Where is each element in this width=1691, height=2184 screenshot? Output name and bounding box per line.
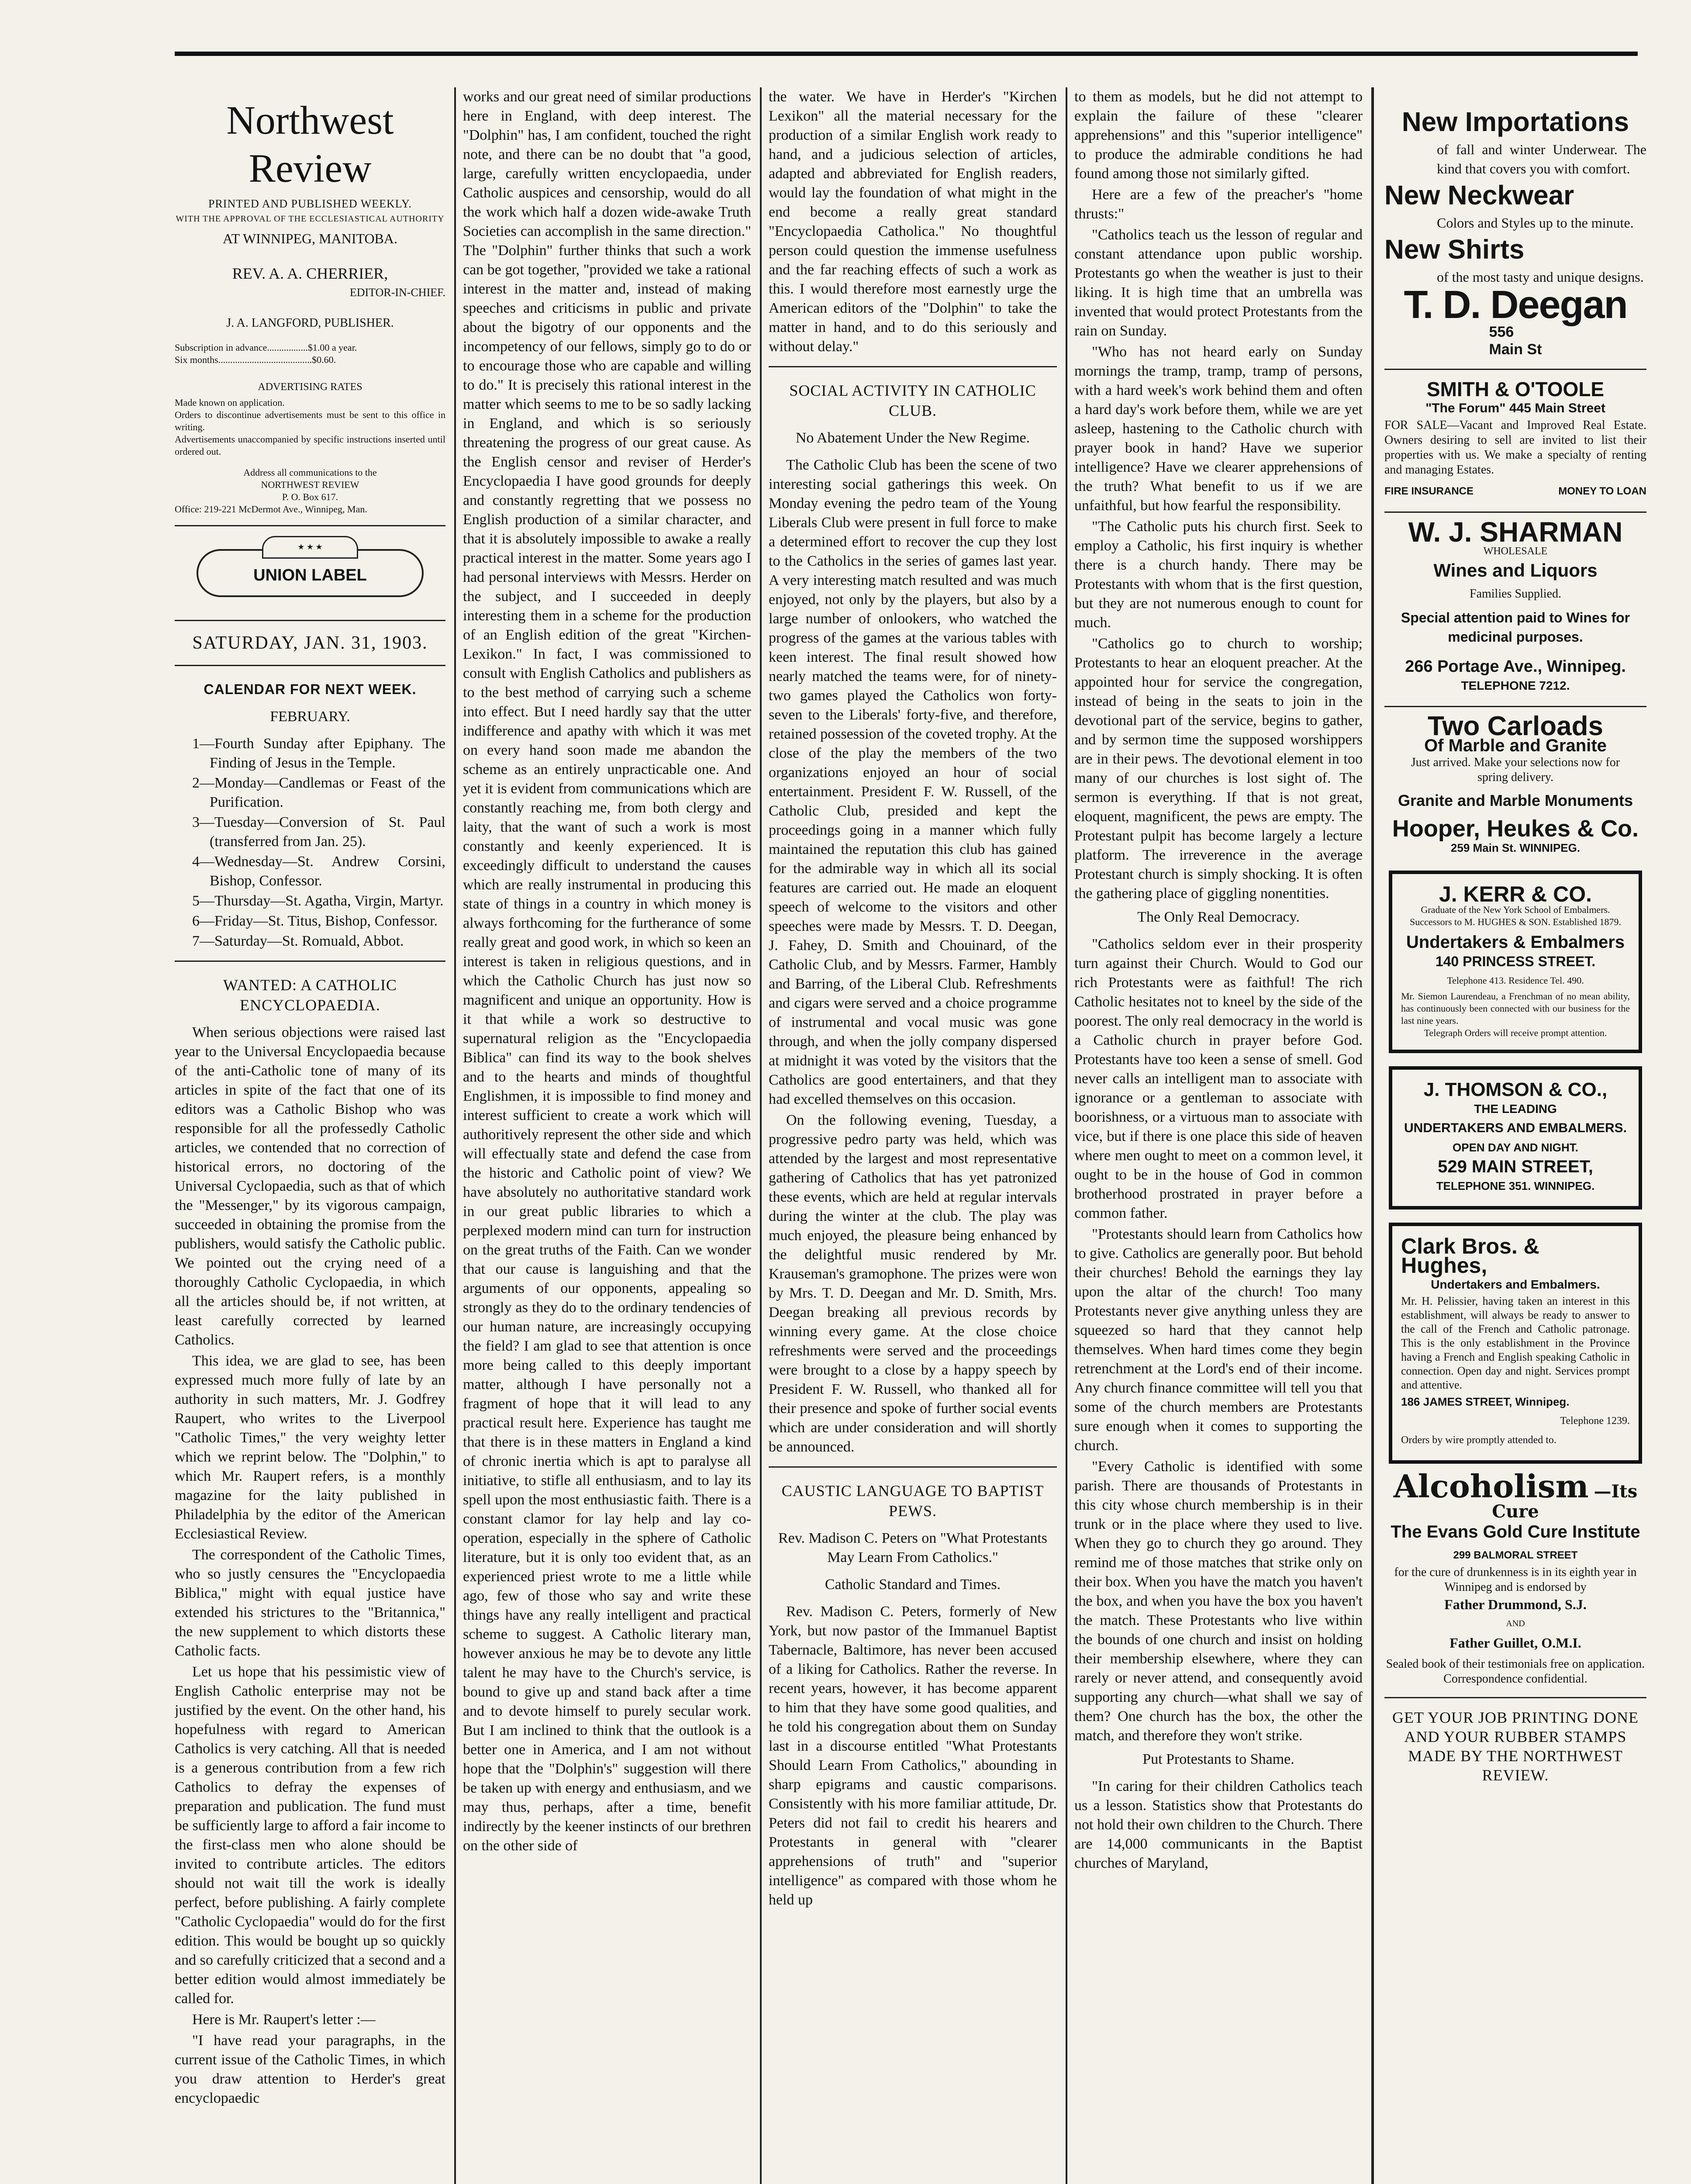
masthead-place: AT WINNIPEG, MANITOBA. [223,231,397,246]
calendar-month: FEBRUARY. [270,708,350,725]
editor-role: EDITOR-IN-CHIEF. [349,286,445,299]
address-1: Address all communications to the [243,467,377,478]
ad-heading: New Neckwear [1384,180,1574,211]
article-subhead-social: No Abatement Under the New Regime. [795,430,1030,446]
ad-heading-suffix: —Its Cure [1492,1481,1638,1522]
ad-text: Telegraph Orders will receive prompt attention. [1424,1027,1607,1038]
article-paragraph: the water. We have in Herder's "Kirchen Lexikon" all the material necessary for the production of a similar English work ready to hand, and a judicious selection of articles, adapted and abbreviated for English readers, would lay the foundation of what might in the end become a really great standard "Encyclopaedia Catholica." No thoughtful person could question the immense usefulness and the far reaching effects of such a work as this. I would therefore most earnestly urge the American editors of the "Dolphin" to take the matter in hand, and to do this seriously and without delay." [769,89,1057,355]
divider [1384,369,1646,370]
article-paragraph: Here is Mr. Raupert's letter :— [192,2011,376,2028]
ad-subheading: Undertakers & Embalmers [1406,933,1625,952]
ad-text: Sealed book of their testimonials free on application. Correspondence confidential. [1386,1657,1645,1686]
deegan-name: T. D. Deegan [1404,283,1627,327]
ad-address: 529 MAIN STREET, [1438,1157,1593,1176]
article-heading-encyclopaedia: WANTED: A CATHOLIC ENCYCLOPAEDIA. [223,976,397,1014]
ad-heading: W. J. SHARMAN [1408,516,1623,548]
article-paragraph: "Who has not heard early on Sunday mornings the tramp, tramp, tramp of persons, with a hard week's work behind them and often a hard day's work before them, while we are yet asleep, hastening to the Catholic church with prayer book in hand? Have we superior intelligence? Have we clearer apprehensions of the truth? What benefit to us if we are unfaithful, but how fearful the responsibility. [1074,344,1363,514]
calendar-item: 1—Fourth Sunday after Epiphany. The Finding of Jesus in the Temple. [192,736,445,771]
ad-address: 259 Main St. WINNIPEG. [1450,841,1581,854]
divider [1384,706,1646,707]
deegan-sign [1384,283,1646,358]
ad-text: Granite and Marble Monuments [1398,791,1633,809]
ad-text: Successors to M. HUGHES & SON. Established 1879. [1410,916,1621,927]
publisher-line: J. A. LANGFORD, PUBLISHER. [226,316,394,330]
column-1 [175,87,445,2184]
rates-2: Orders to discontinue advertisements must be sent to this office in writing. [175,409,445,432]
calendar-item: 3—Tuesday—Conversion of St. Paul (transferred from Jan. 25). [192,814,445,850]
deegan-street: Main St [1489,341,1542,358]
column-rule [1066,87,1067,2184]
ad-deegan [1384,105,1646,358]
article-subhead: The Only Real Democracy. [1137,909,1300,925]
rates-1: Made known on application. [175,397,285,408]
rates-3: Advertisements unaccompanied by specific instructions inserted until ordered out. [175,434,445,457]
article-paragraph: Rev. Madison C. Peters, formerly of New York, but now pastor of the Immanuel Baptist Tabernacle, Baltimore, has never been accused of a liking for Catholics. Rather the reverse. In recent years, however, it has become apparent to him that they have some good qualities, and he told his congregation about them on Sunday last in a discourse entitled "What Protestants Should Learn From Catholics," abounding in sharp epigrams and caustic comparisons. Consistently with his more familiar attitude, Dr. Peters did not fail to credit his hearers and Protestants in general with "clearer apprehensions of truth" and "superior intelligence" as compared with those whom he held up [769,1603,1057,1908]
divider [1384,511,1646,513]
ad-address: 186 JAMES STREET, Winnipeg. [1401,1395,1570,1408]
article-paragraph: "The Catholic puts his church first. Seek to employ a Catholic, his first inquiry is whether there is a church handy. There may be Protestants with whom that is the first question, but they are not numerous enough to count for much. [1074,518,1363,631]
ad-text: Special attention paid to Wines for medicinal purposes. [1401,610,1630,645]
article-paragraph: On the following evening, Tuesday, a progressive pedro party was held, which was attended by the largest and most representative gathering of Catholics that has yet patronized these events, which are held at regular intervals during the winter at the club. The play was much enjoyed, the pleasure being enhanced by the delightful music rendered by Mr. Krauseman's gramophone. The prizes were won by Mrs. T. D. Deegan and Mr. D. Smith, Mrs. Deegan breaking all previous records by winning every game. At the close choice refreshments were served and the proceedings were brought to a close by a happy speech by President F. W. Russell, who thanked all for their presence and spoke of further social events which are under consideration and will shortly be announced. [769,1112,1057,1455]
ad-phone: TELEPHONE 351. WINNIPEG. [1436,1179,1595,1192]
ad-text: of fall and winter Underwear. The kind that covers you with comfort. [1437,142,1646,176]
ad-address: 266 Portage Ave., Winnipeg. [1405,657,1626,676]
ad-subheading: "The Forum" 445 Main Street [1425,401,1605,415]
ad-heading: New Shirts [1384,235,1525,265]
ad-heading: Two Carloads [1428,711,1603,741]
address-3: P. O. Box 617. [282,491,338,502]
article-heading-social: SOCIAL ACTIVITY IN CATHOLIC CLUB. [789,382,1036,419]
article-paragraph: to them as models, but he did not attempt to explain the failure of these "clearer apprehensions" and this "superior intelligence" to produce the admirable conditions he had found among those not similarly gifted. [1074,89,1363,182]
column-rule [454,87,456,2184]
editor-name: REV. A. A. CHERRIER, [232,265,388,282]
calendar-item: 6—Friday—St. Titus, Bishop, Confessor. [192,913,438,929]
ad-phone: TELEPHONE 7212. [1461,679,1570,692]
article-subhead: Put Protestants to Shame. [1142,1751,1294,1767]
ad-heading: J. THOMSON & CO., [1423,1079,1608,1100]
ad-text: Colors and Styles up to the minute. [1437,215,1634,231]
ad-text: Father Drummond, S.J. [1444,1597,1587,1612]
ad-text: Graduate of the New York School of Embalmers. [1421,904,1610,915]
ad-carloads [1384,711,1646,857]
address-2: NORTHWEST REVIEW [261,479,359,490]
ad-alcoholism [1384,1468,1646,1686]
masthead-line2: WITH THE APPROVAL OF THE ECCLESIASTICAL AUTHORITY [176,214,445,224]
ad-clark [1389,1223,1642,1464]
ad-text: Orders by wire promptly attended to. [1401,1434,1556,1446]
ad-subheading: Undertakers and Embalmers. [1431,1278,1600,1291]
ad-thomson [1389,1066,1642,1209]
ad-text: AND [1506,1619,1525,1628]
calendar-list [175,734,445,951]
ad-text: THE LEADING [1474,1102,1557,1116]
divider [1384,1697,1646,1698]
article-paragraph: This idea, we are glad to see, has been expressed much more fully of late by an authority in such matters, Mr. J. Godfrey Raupert, who writes to the Liverpool "Catholic Times," the very weighty letter which we reprint below. The "Dolphin," to which Mr. Raupert refers, is a monthly magazine for the laity published in Philadelphia by the editor of the American Ecclesiastical Review. [175,1353,445,1542]
rates-heading: ADVERTISING RATES [258,381,362,393]
ad-heading: Hooper, Heukes & Co. [1392,816,1639,842]
calendar-item: 2—Monday—Candlemas or Feast of the Purification. [192,775,445,810]
ad-subheading: Of Marble and Granite [1424,736,1607,755]
ad-text: OPEN DAY AND NIGHT. [1453,1141,1578,1154]
ad-text: of the most tasty and unique designs. [1437,269,1644,285]
calendar-item: 5—Thursday—St. Agatha, Virgin, Martyr. [192,893,444,909]
ad-text: Just arrived. Make your selections now for spring delivery. [1411,756,1620,784]
article-paragraph: "Every Catholic is identified with some parish. There are thousands of Protestants in this city whose church membership is in their trunk or in the place where they used to live. When they go to church they go around. They remind me of those matches that strike only on their box. When you have the match you haven't the box, and when you have the box you haven't the match. These Protestants who live within the bounds of one church and insist on holding their membership elsewhere, where they can rarely or never attend, and consequently avoid supporting any church—what shall we say of them? One church has the box, the other the match, and therefore they won't strike. [1074,1458,1363,1744]
article-paragraph: "Catholics seldom ever in their prosperity turn against their Church. Would to God our rich Protestants were as faithful! The rich Catholic hesitates not to kneel by the side of the poorest. The only real democracy in the world is a Catholic church in prayer before God. Protestants have too keen a sense of smell. God never calls an intelligent man to associate with ignorance or a gentleman to associate with boorishness, or a virtuous man to associate with vice, but if there is one place this side of heaven where men ought to meet on a common level, it ought to be in the house of God in common brotherhood prostrated in prayer before a common father. [1074,936,1363,1221]
article-paragraph: "Catholics go to church to worship; Protestants to hear an eloquent preacher. At the appointed hour for service the congregation, instead of being in the seats to join in the devotional part of the service, begins to gather, and by sermon time the supposed worshippers are in their pews. The devotional element in too many of our churches is lost sight of. The sermon is everything. If that is not great, eloquent, magnificent, the pews are empty. The Protestant pulpit has become largely a lecture platform. The irreverence in the average Protestant church is simply shocking. It is often the gathering place of giggling nonentities. [1074,636,1363,902]
ad-heading: New Importations [1401,107,1629,137]
ad-sharman [1384,516,1646,695]
ad-text: UNDERTAKERS AND EMBALMERS. [1404,1121,1627,1135]
ad-text: Mr. H. Pelissier, having taken an interest in this establishment, will always be ready to answer to the call of the French and Catholic patronage. This is the only establishment in the Province having a French and English speaking Catholic in connection. Open day and night. Services prompt and attentive. [1401,1295,1630,1391]
article-heading-caustic: CAUSTIC LANGUAGE TO BAPTIST PEWS. [781,1482,1044,1520]
article-source: Catholic Standard and Times. [825,1576,1001,1593]
union-label-text: UNION LABEL [253,566,367,584]
ad-address: 140 PRINCESS STREET. [1435,954,1596,969]
divider [769,366,1057,367]
union-label-emblem [197,536,424,610]
article-paragraph: "Catholics teach us the lesson of regular and constant attendance upon public worship. Protestants go when the weather is just to their liking. It is high time that an umbrella was invented that would protect Protestants from the rain on Sunday. [1074,227,1363,339]
divider [175,525,445,526]
ad-heading: SMITH & O'TOOLE [1426,378,1605,401]
deegan-number: 556 [1489,324,1514,340]
divider [175,665,445,666]
column-3 [769,87,1057,2184]
ad-text: Mr. Siemon Laurendeau, a Frenchman of no mean ability, has continuously been connected with our business for the last nine years. [1401,991,1630,1026]
ads-column [1384,87,1646,2184]
issue-date: SATURDAY, JAN. 31, 1903. [192,633,428,653]
address-4: Office: 219-221 McDermot Ave., Winnipeg, Man. [175,504,367,515]
column-rule [1371,87,1374,2184]
ad-text: WHOLESALE [1483,546,1548,557]
article-paragraph: Here are a few of the preacher's "home thrusts:" [1074,187,1363,222]
column-rule [760,87,762,2184]
ad-heading: J. KERR & CO. [1439,882,1592,906]
ad-heading: Alcoholism [1393,1468,1589,1505]
ad-text: for the cure of drunkenness is in its eighth year in Winnipeg and is endorsed by [1394,1565,1637,1594]
article-paragraph: When serious objections were raised last year to the Universal Encyclopaedia because of the anti-Catholic tone of many of its articles in spite of the fact that one of its editors was a Catholic Bishop who was responsible for all the professedly Catholic articles, we contended that no correction of historical errors, no doctoring of the Universal Cyclopaedia, such as that of which the "Messenger," by its vigorous campaign, succeeded in obtaining the promise from the publishers, would satisfy the Catholic public. We pointed out the crying need of a thoroughly Catholic Cyclopaedia, in which all the articles should be, if not written, at least carefully corrected by learned Catholics. [175,1024,445,1348]
ad-kerr [1389,871,1642,1053]
article-paragraph: Let us hope that his pessimistic view of English Catholic enterprise may not be justified by the event. On the other hand, his hopefulness with regard to American Catholics is very catching. All that is needed is a generous contribution from a few rich Catholics to defray the expenses of preparation and publication. The fund must be sufficiently large to afford a fair income to the first-class men who alone should be invited to contribute articles. The editors should not wait till the work is ideally perfect, before publishing. A fairly complete "Catholic Cyclopaedia" would do for the first edition. This would be bought up so quickly and so carefully criticized that a second and a better edition would almost immediately be called for. [175,1664,445,2007]
divider [769,1466,1057,1468]
calendar-item: 4—Wednesday—St. Andrew Corsini, Bishop, Confessor. [192,854,445,889]
article-paragraph: "I have read your paragraphs, in the current issue of the Catholic Times, in which you draw attention to Herder's great encyclopaedic [175,2032,445,2106]
top-rule [175,52,1638,56]
ad-text: Families Supplied. [1470,587,1561,601]
article-paragraph: "In caring for their children Catholics teach us a lesson. Statistics show that Protestants do not hold their own children to the Church. There are 14,000 communicants in the Baptist churches of Maryland, [1074,1778,1363,1871]
ad-phone: Telephone 413. Residence Tel. 490. [1447,975,1584,986]
ad-money-to-loan: MONEY TO LOAN [1558,485,1646,497]
ad-smith-otoole [1384,380,1646,501]
ad-address: 299 BALMORAL STREET [1453,1549,1578,1561]
ad-text: Father Guillet, O.M.I. [1449,1635,1581,1651]
calendar-heading: CALENDAR FOR NEXT WEEK. [204,681,417,697]
ad-subheading: The Evans Gold Cure Institute [1391,1522,1640,1541]
divider [175,961,445,962]
divider [175,620,445,621]
ad-job-printing: GET YOUR JOB PRINTING DONE AND YOUR RUBBER STAMPS MADE BY THE NORTHWEST REVIEW. [1392,1709,1639,1784]
ad-phone: Telephone 1239. [1560,1415,1630,1427]
article-paragraph: The correspondent of the Catholic Times, who so justly censures the "Encyclopaedia Biblica," might with equal justice have extended his strictures to the "Britannica," the new supplement to which distorts these Catholic facts. [175,1547,445,1659]
article-subhead-caustic: Rev. Madison C. Peters on "What Protestants May Learn From Catholics." [778,1530,1048,1565]
article-paragraph: "Protestants should learn from Catholics how to give. Catholics are generally poor. But behold their churches! Behold the earnings they lay upon the altar of the church! Too many Protestants never give anything unless they are squeezed so hard that they cannot help themselves. When hard times come they begin retrenchment at the Lord's end of their income. Any church finance committee will tell you that some of the church members are Protestants sure enough when it comes to supporting the church. [1074,1226,1363,1454]
article-paragraph: The Catholic Club has been the scene of two interesting social gatherings this week. On Monday evening the pedro team of the Young Liberals Club were present in full force to make a determined effort to recover the cup they lost to the Catholics in the series of games last year. A very interesting match resulted and was much enjoyed, not only by the players, but also by a large number of onlookers, who watched the progress of the games at the various tables with keen interest. The final result showed how nearly matched the teams were, for of ninety-two games played the Catholics won forty-seven to the Liberals' forty-five, and therefore, retained possession of the coveted trophy. At the close of the play the members of the two organizations enjoyed an hour of social entertainment. President F. W. Russell, of the Catholic Club, presided and kept the proceedings going in a manner which fully maintained the reputation this club has gained for the admirable way in which all its social features are carried out. He made an eloquent speech of welcome to the visitors and other speeches were made by Messrs. T. D. Deegan, J. Fahey, D. Smith and Chouinard, of the Catholic Club, and by Messrs. Farmer, Hambly and Barring, of the Liberal Club. Refreshments and cigars were served and a choice programme of instrumental and vocal music was gone through, and when the jolly company dispersed at midnight it was voted by the visitors that the Catholics are good entertainers, and that they had excelled themselves on this occasion. [769,457,1057,1107]
column-2 [463,87,751,2184]
masthead-line1: PRINTED AND PUBLISHED WEEKLY. [208,197,412,210]
union-label-cap: ★ ★ ★ [262,536,358,559]
ad-heading: Clark Bros. & Hughes, [1401,1234,1539,1278]
subscription-2: Six months.......................................$0.60. [175,354,336,365]
ad-fire-insurance: FIRE INSURANCE [1384,485,1474,497]
ad-text: Wines and Liquors [1433,560,1598,581]
article-paragraph: works and our great need of similar productions here in England, with deep interest. The "Dolphin" has, I am confident, touched the right note, and there can be no doubt that "a good, large, carefully written encyclopaedia, under Catholic auspices and censorship, would do all the work which half a dozen wide-awake Truth Societies can accomplish in the same direction." The "Dolphin" further thinks that such a work can be got together, "provided we take a rational interest in the matter and, instead of making speeches and criticisms in public and private about the bigotry of our opponents and the incompetency of our fellows, simply go to do or to encourage those who are capable and willing to do." It is precisely this rational interest in the matter which seems to me to be so sadly lacking in England, and which is so seriously threatening the progress of our great cause. As the English censor and reviser of Herder's Encyclopaedia I have good grounds for deeply and constantly regretting that we possess no English production of a similar character, and that it is absolutely impossible to awake a really practical interest in the matter. Some years ago I had personal interviews with Messrs. Herder on the subject, and I succeeded in deeply interesting them in a scheme for the production of an English edition of the great "Kirchen-Lexikon." In fact, I was commissioned to consult with English Catholics and publishers as to the best method of carrying such a scheme into effect. But I need hardly say that the utter indifference and apathy with which it was met on every hand soon made me abandon the scheme as an entirely unpracticable one. And yet it is evident from communications which are constantly reaching me, from both clergy and laity, that the want of such a work is most constantly and keenly experienced. It is exceedingly difficult to understand the causes which are really instrumental in producing this state of things in a country in which money is always forthcoming for the furtherance of some really great and good work, in which so keen an interest is taken in religious questions, and in which the Catholic Church has just now so magnificent and unique an opportunity. How is it that while a work so destructive to supernatural religion as the "Encyclopaedia Biblica" can find its way to the book shelves and to the hearts and minds of thoughtful Englishmen, it is impossible to find money and interest sufficient to create a work which will authoritively represent the other side and which will effectually state and defend the case from the historic and Catholic point of view? We have absolutely no authoritative standard work in our great public libraries to which a perplexed modern mind can turn for instruction on the great truths of the Faith. Can we wonder that our cause is languishing and that the arguments of our opponents, appealing so strongly as they do to the ordinary tendencies of our human nature, are increasingly occupying the field? I am glad to see that attention is once more being called to this deeply important matter, although I have personally not a fragment of hope that it will lead to any practical result here. Experience has taught me that there is in these matters in England a kind of chronic inertia which is apt to paralyse all initiative, to stifle all enthusiasm, and to lay its spell upon the most enthusiastic faith. There is a constant clamor for lay help and lay co-operation, especially in the sphere of Catholic literature, but it is only too evident that, as an experienced priest wrote to me a little while ago, few of those who say and write these things have any really intelligent and practical scheme to suggest. A Catholic literary man, however anxious he may be to devote any little talent he may have to the Church's service, is bound to give up and stand back after a time and to devote himself to purely secular work. But I am inclined to think that the outlook is a better one in America, and I am not without hope that the "Dolphin's" suggestion will there be taken up with energy and enthusiasm, and we may thus, perhaps, after a time, benefit indirectly by the keener instincts of our brethren on the other side of [463,89,751,1854]
ad-text: FOR SALE—Vacant and Improved Real Estate. Owners desiring to sell are invited to list their properties with us. We make a specialty of renting and managing Estates. [1384,418,1646,477]
column-4 [1074,87,1363,2184]
subscription-1: Subscription in advance.................$1.00 a year. [175,342,357,353]
calendar-item: 7—Saturday—St. Romuald, Abbot. [192,933,404,949]
masthead-title: Northwest Review [226,98,394,190]
